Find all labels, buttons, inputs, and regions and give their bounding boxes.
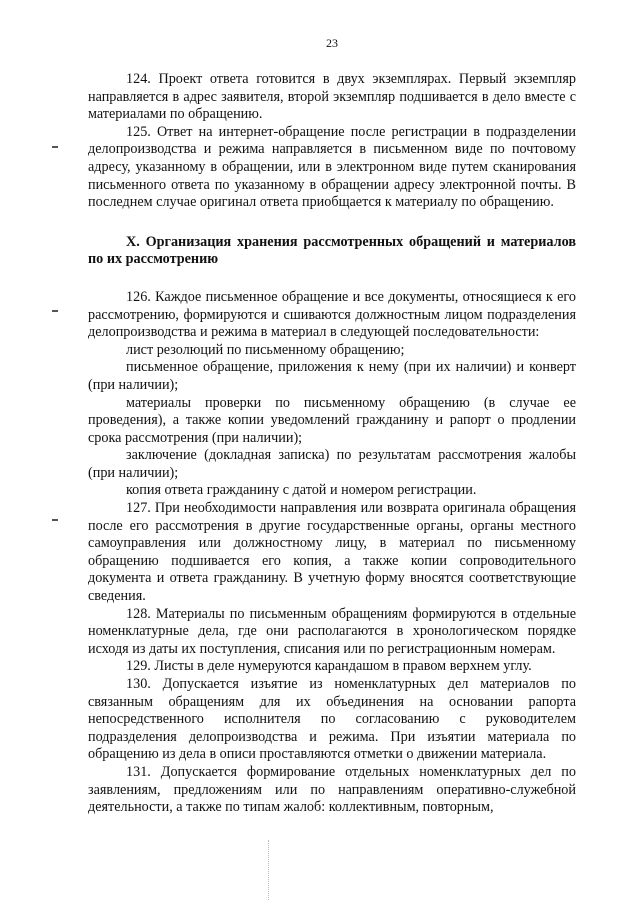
paragraph-130: 130. Допускается изъятие из номенклатурных дел материалов по связанным обращениям для их объединения на основании рапорта непосредственного исполнителя по согласованию с руководителем подразделения делопроизводства и режима. При изъятии материала по обращению из дела в описи проставляются отметки о движении материала.	[88, 676, 576, 763]
paragraph-131: 131. Допускается формирование отдельных номенклатурных дел по заявлениям, предложениям или по направлениям оперативно-служебной деятельности, а также по типам жалоб: коллективным, повторным,	[88, 763, 576, 816]
paragraph-124: 124. Проект ответа готовится в двух экземплярах. Первый экземпляр направляется в адрес заявителя, второй экземпляр подшивается в дело вместе с материалами по обращению.	[88, 71, 576, 123]
margin-mark	[52, 519, 58, 521]
list-item-resolution-sheet: лист резолюций по письменному обращению;	[126, 341, 405, 358]
section-heading: X. Организация хранения рассмотренных обращений и материалов по их рассмотрению	[88, 233, 576, 268]
paragraphs-bottom	[88, 289, 576, 817]
list-item-answer-copy: копия ответа гражданину с датой и номером регистрации.	[126, 482, 477, 499]
paragraph-127: 127. При необходимости направления или возврата оригинала обращения после его рассмотрения в другие государственные органы, органы местного самоуправления или должностному лицу, в материал по письменному обращению подшивается его копия, а также копии сопроводительного документа и ответа гражданину. В учетную форму вносятся соответствующие сведения.	[88, 500, 576, 605]
scan-fold-line	[268, 840, 270, 900]
margin-mark	[52, 310, 58, 312]
page-number: 23	[326, 36, 338, 50]
paragraph-126: 126. Каждое письменное обращение и все документы, относящиеся к его рассмотрению, формируются и сшиваются должностным лицом подразделения делопроизводства и режима в материал в следующей последовательности:	[88, 288, 576, 341]
paragraph-128: 128. Материалы по письменным обращениям формируются в отдельные номенклатурные дела, где они располагаются в хронологическом порядке исходя из даты их поступления, списания или по регистрационным номерам.	[88, 605, 576, 657]
list-item-conclusion: заключение (докладная записка) по результатам рассмотрения жалобы (при наличии);	[88, 447, 576, 481]
paragraph-129: 129. Листы в деле нумеруются карандашом в правом верхнем углу.	[126, 658, 532, 675]
list-item-appeal-and-envelope: письменное обращение, приложения к нему (при их наличии) и конверт (при наличии);	[88, 359, 576, 393]
list-item-verification-materials: материалы проверки по письменному обращению (в случае ее проведения), а также копии уведомлений гражданину и рапорт о продлении срока рассмотрения (при наличии);	[88, 394, 576, 446]
margin-mark	[52, 146, 58, 148]
paragraphs-top	[88, 71, 576, 212]
paragraph-125: 125. Ответ на интернет-обращение после регистрации в подразделении делопроизводства и режима направляется в письменном виде по почтовому адресу, указанному в обращении, или в электронном виде путем сканирования письменного ответа по указанному в обращении адресу электронной почты. В последнем случае оригинал ответа приобщается к материалу по обращению.	[88, 123, 576, 211]
